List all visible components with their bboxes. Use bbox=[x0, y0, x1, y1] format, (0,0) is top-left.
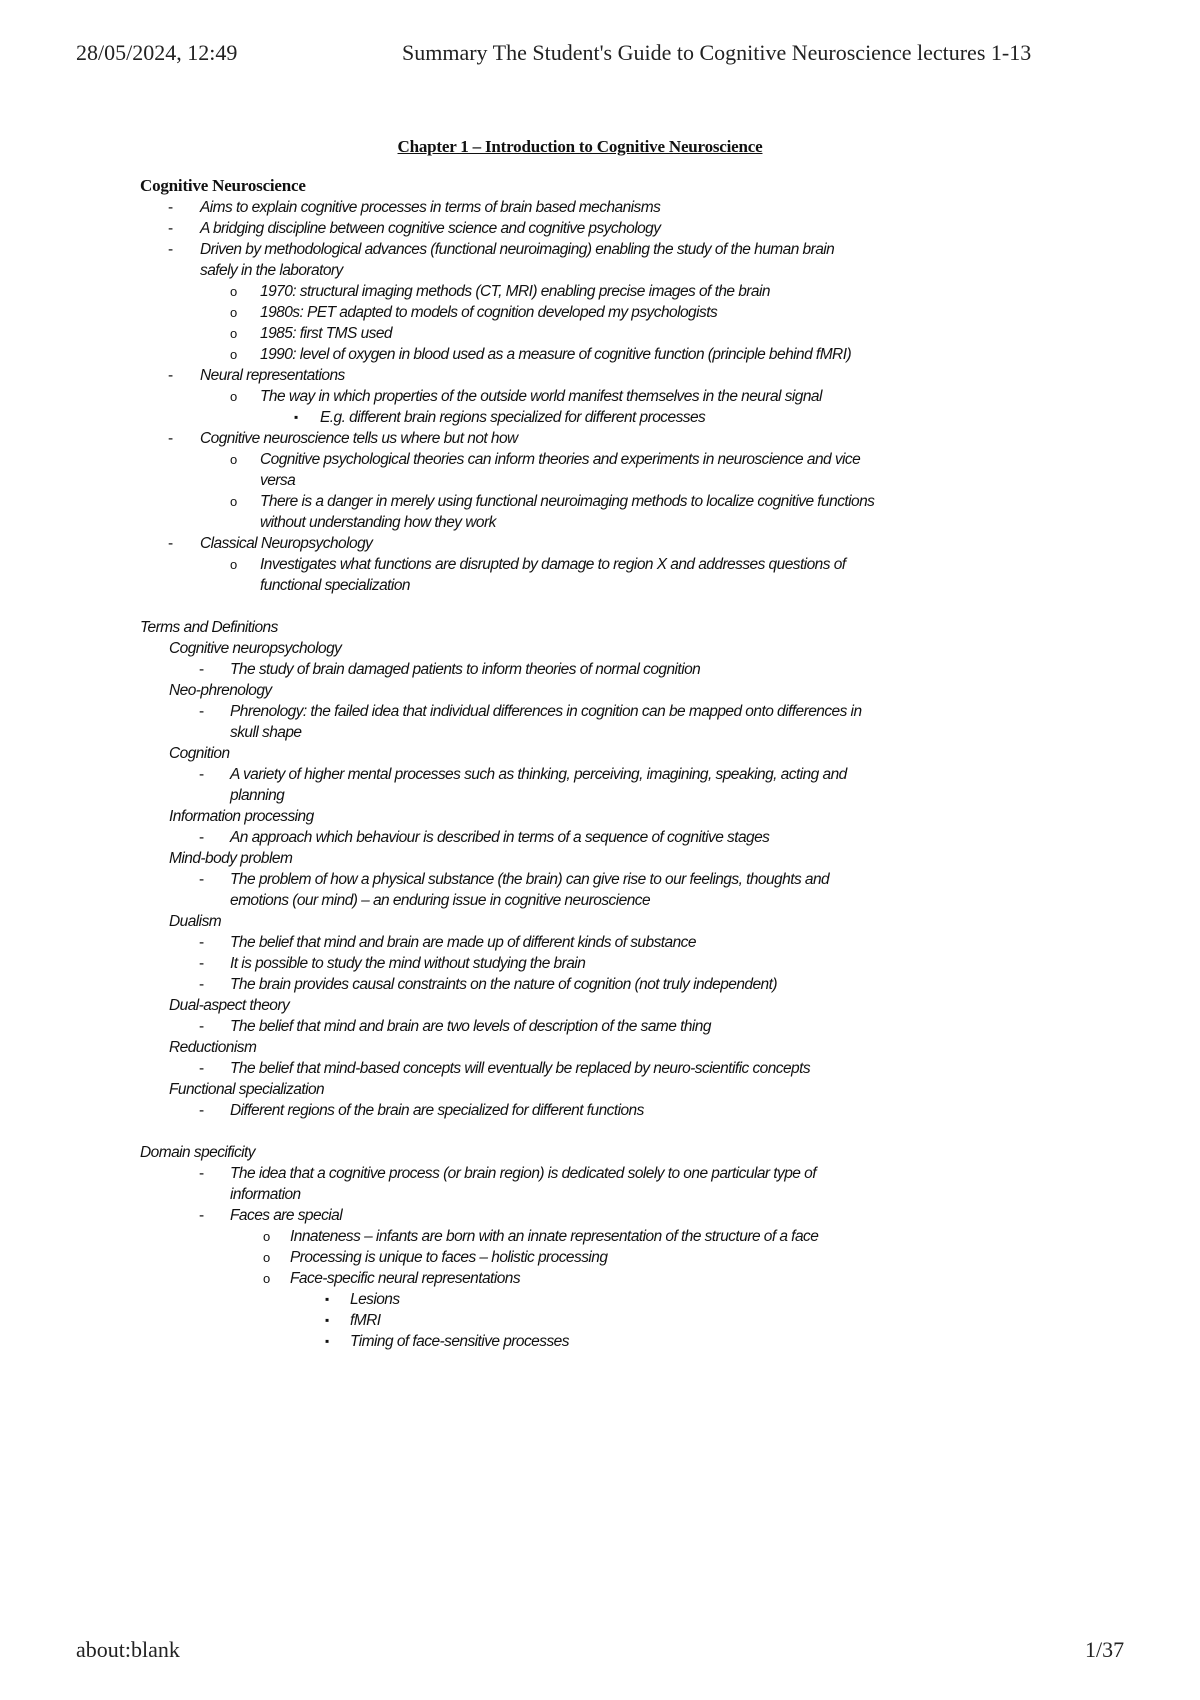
term: Reductionism bbox=[169, 1039, 257, 1056]
definition-continuation: skull shape bbox=[230, 724, 302, 741]
list-item: o 1985: first TMS used bbox=[230, 325, 393, 342]
term: Dualism bbox=[169, 913, 222, 930]
list-item: o Innateness – infants are born with an innate representation of the structure of a face bbox=[263, 1228, 819, 1245]
definition: - The study of brain damaged patients to inform theories of normal cognition bbox=[199, 661, 701, 678]
circle-bullet: o bbox=[230, 305, 237, 320]
list-item: ▪ Timing of face-sensitive processes bbox=[325, 1333, 569, 1350]
dash-bullet: - bbox=[199, 976, 204, 993]
list-item: o The way in which properties of the outside world manifest themselves in the neural signal bbox=[230, 388, 822, 405]
term: Mind-body problem bbox=[169, 850, 293, 867]
dash-bullet: - bbox=[199, 661, 204, 678]
circle-bullet: o bbox=[230, 389, 237, 404]
definition: - The belief that mind and brain are made up of different kinds of substance bbox=[199, 934, 696, 951]
dash-bullet: - bbox=[199, 1207, 204, 1224]
spacer bbox=[140, 1121, 1020, 1142]
domain-specificity bbox=[140, 1142, 1020, 1352]
print-page-title: Summary The Student's Guide to Cognitive Neuroscience lectures 1-13 bbox=[402, 40, 1032, 65]
definition: - The belief that mind-based concepts will eventually be replaced by neuro-scientific concepts bbox=[199, 1060, 811, 1077]
cognitive-neuroscience-list bbox=[140, 197, 1020, 596]
list-item: o Face-specific neural representations bbox=[263, 1270, 521, 1287]
list-item: ▪ E.g. different brain regions specialized for different processes bbox=[294, 409, 706, 426]
term: Dual-aspect theory bbox=[169, 997, 290, 1014]
dash-bullet: - bbox=[199, 1018, 204, 1035]
dash-bullet: - bbox=[168, 241, 173, 258]
domain-heading: Domain specificity bbox=[140, 1144, 256, 1161]
circle-bullet: o bbox=[230, 494, 237, 509]
circle-bullet: o bbox=[230, 452, 237, 467]
square-bullet: ▪ bbox=[294, 410, 298, 424]
document-body bbox=[140, 136, 1020, 1352]
dash-bullet: - bbox=[168, 367, 173, 384]
list-item: - Aims to explain cognitive processes in terms of brain based mechanisms bbox=[168, 199, 661, 216]
circle-bullet: o bbox=[263, 1250, 270, 1265]
list-item: - The idea that a cognitive process (or brain region) is dedicated solely to one particular type of bbox=[199, 1165, 816, 1182]
list-item: o 1990: level of oxygen in blood used as a measure of cognitive function (principle behind fMRI) bbox=[230, 346, 852, 363]
dash-bullet: - bbox=[168, 430, 173, 447]
list-item: o Processing is unique to faces – holistic processing bbox=[263, 1249, 608, 1266]
circle-bullet: o bbox=[263, 1229, 270, 1244]
list-item-continuation: safely in the laboratory bbox=[200, 262, 343, 279]
list-item: - Classical Neuropsychology bbox=[168, 535, 373, 552]
dash-bullet: - bbox=[199, 703, 204, 720]
dash-bullet: - bbox=[199, 955, 204, 972]
list-item-continuation: without understanding how they work bbox=[260, 514, 496, 531]
spacer bbox=[140, 596, 1020, 617]
definition-continuation: emotions (our mind) – an enduring issue in cognitive neuroscience bbox=[230, 892, 651, 909]
dash-bullet: - bbox=[199, 1060, 204, 1077]
dash-bullet: - bbox=[199, 934, 204, 951]
dash-bullet: - bbox=[199, 829, 204, 846]
print-datetime: 28/05/2024, 12:49 bbox=[76, 40, 238, 65]
chapter-title: Chapter 1 – Introduction to Cognitive Neuroscience bbox=[397, 137, 763, 156]
list-item: o There is a danger in merely using functional neuroimaging methods to localize cognitive functions bbox=[230, 493, 875, 510]
circle-bullet: o bbox=[230, 284, 237, 299]
print-url: about:blank bbox=[76, 1637, 180, 1662]
list-item: - Neural representations bbox=[168, 367, 345, 384]
definition: - The belief that mind and brain are two levels of description of the same thing bbox=[199, 1018, 711, 1035]
definition-continuation: planning bbox=[230, 787, 285, 804]
definition: - A variety of higher mental processes such as thinking, perceiving, imagining, speaking, acting and bbox=[199, 766, 847, 783]
term: Cognition bbox=[169, 745, 230, 762]
list-item: ▪ Lesions bbox=[325, 1291, 400, 1308]
list-item: - Faces are special bbox=[199, 1207, 343, 1224]
dash-bullet: - bbox=[168, 535, 173, 552]
list-item: - Driven by methodological advances (functional neuroimaging) enabling the study of the human brain bbox=[168, 241, 835, 258]
square-bullet: ▪ bbox=[325, 1334, 329, 1348]
definition: - The brain provides causal constraints on the nature of cognition (not truly independent) bbox=[199, 976, 777, 993]
circle-bullet: o bbox=[230, 347, 237, 362]
list-item: - Cognitive neuroscience tells us where but not how bbox=[168, 430, 518, 447]
dash-bullet: - bbox=[199, 766, 204, 783]
list-item-continuation: versa bbox=[260, 472, 296, 489]
term: Functional specialization bbox=[169, 1081, 325, 1098]
list-item-continuation: information bbox=[230, 1186, 301, 1203]
dash-bullet: - bbox=[168, 199, 173, 216]
list-item-continuation: functional specialization bbox=[260, 577, 410, 594]
list-item: - A bridging discipline between cognitive science and cognitive psychology bbox=[168, 220, 661, 237]
dash-bullet: - bbox=[168, 220, 173, 237]
list-item: o Investigates what functions are disrupted by damage to region X and addresses questions of bbox=[230, 556, 846, 573]
definition: - An approach which behaviour is described in terms of a sequence of cognitive stages bbox=[199, 829, 770, 846]
definition: - It is possible to study the mind without studying the brain bbox=[199, 955, 586, 972]
list-item: ▪ fMRI bbox=[325, 1312, 381, 1329]
definition: - Different regions of the brain are specialized for different functions bbox=[199, 1102, 644, 1119]
square-bullet: ▪ bbox=[325, 1292, 329, 1306]
list-item: o Cognitive psychological theories can inform theories and experiments in neuroscience and vice bbox=[230, 451, 861, 468]
square-bullet: ▪ bbox=[325, 1313, 329, 1327]
circle-bullet: o bbox=[230, 326, 237, 341]
terms-heading: Terms and Definitions bbox=[140, 619, 278, 636]
term: Information processing bbox=[169, 808, 314, 825]
section-heading: Cognitive Neuroscience bbox=[140, 176, 306, 195]
terms-and-definitions bbox=[140, 617, 1020, 1121]
list-item: o 1980s: PET adapted to models of cognition developed my psychologists bbox=[230, 304, 718, 321]
dash-bullet: - bbox=[199, 1102, 204, 1119]
definition: - The problem of how a physical substance (the brain) can give rise to our feelings, thoughts and bbox=[199, 871, 830, 888]
circle-bullet: o bbox=[230, 557, 237, 572]
dash-bullet: - bbox=[199, 871, 204, 888]
page-number: 1/37 bbox=[1085, 1637, 1125, 1662]
term: Neo-phrenology bbox=[169, 682, 272, 699]
list-item: o 1970: structural imaging methods (CT, MRI) enabling precise images of the brain bbox=[230, 283, 770, 300]
circle-bullet: o bbox=[263, 1271, 270, 1286]
term: Cognitive neuropsychology bbox=[169, 640, 342, 657]
definition: - Phrenology: the failed idea that individual differences in cognition can be mapped onto differences in bbox=[199, 703, 862, 720]
dash-bullet: - bbox=[199, 1165, 204, 1182]
